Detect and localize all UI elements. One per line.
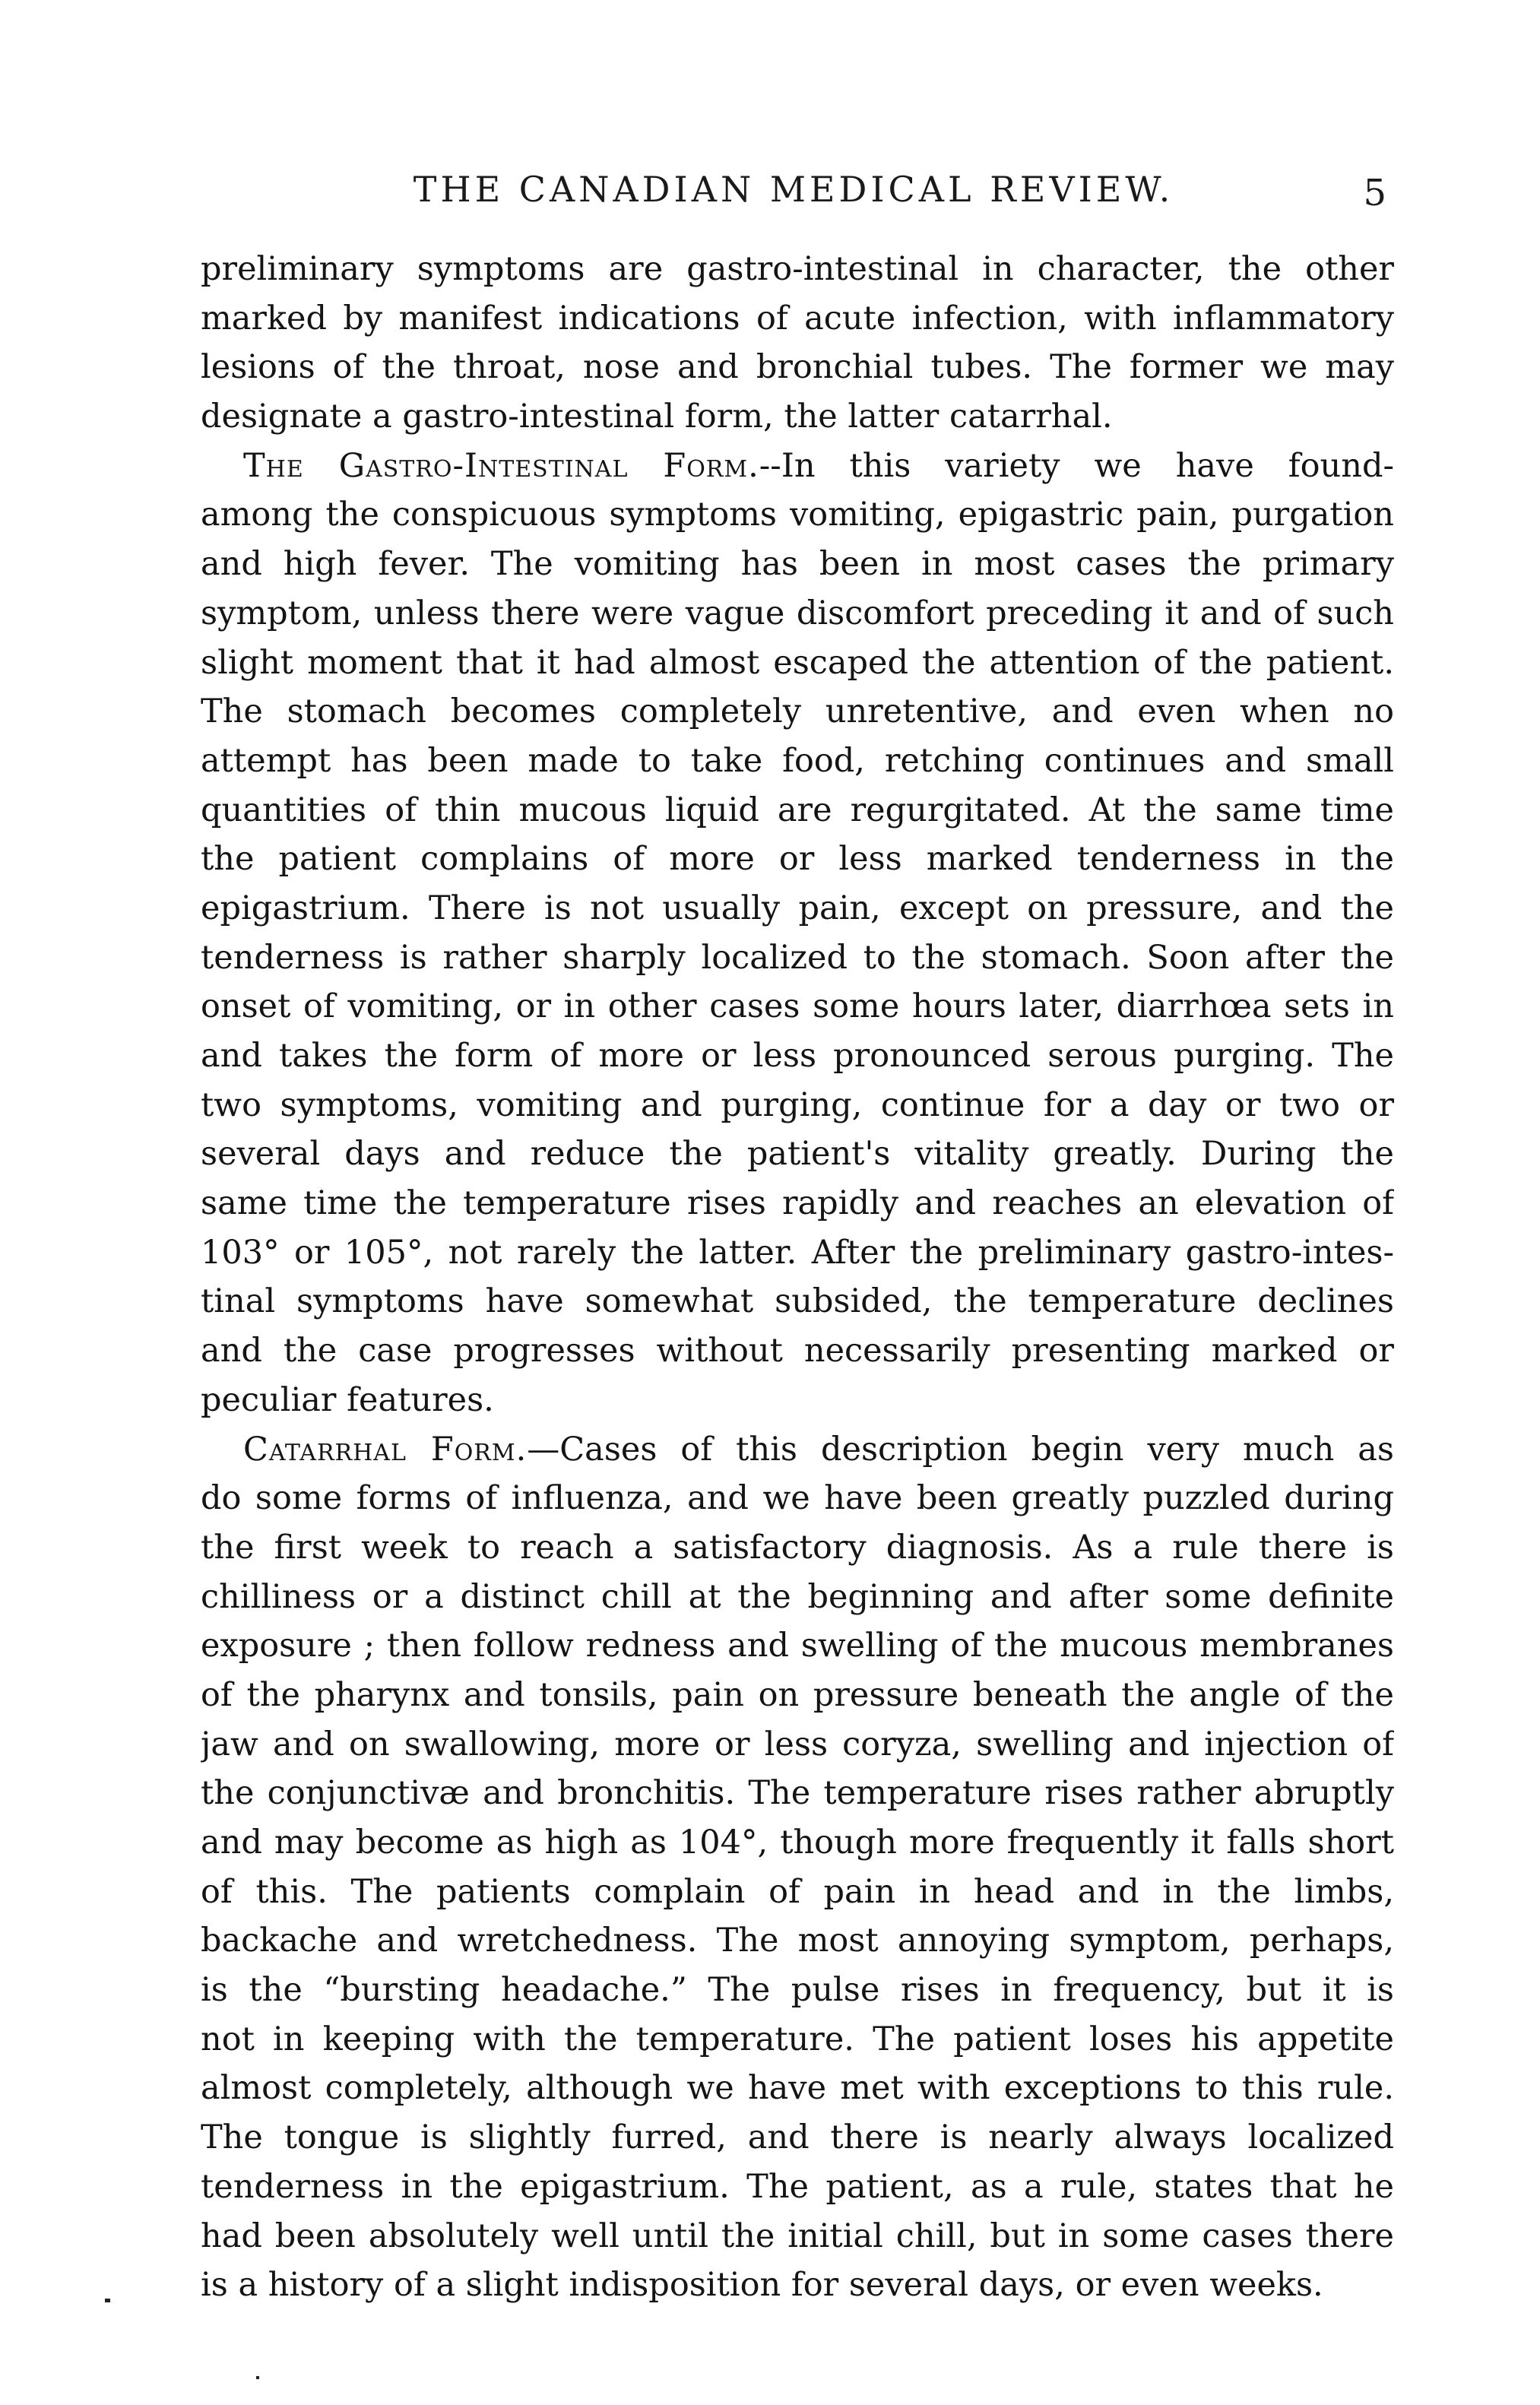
running-title: THE CANADIAN MEDICAL REVIEW. xyxy=(413,169,1174,210)
text-line: the first week to reach a satisfactory diagnosis. As a rule there is xyxy=(201,1528,1394,1567)
text-line: attempt has been made to take food, retching continues and small xyxy=(201,741,1394,780)
print-speck xyxy=(105,2299,110,2302)
text-line: same time the temperature rises rapidly and reaches an elevation of xyxy=(201,1184,1394,1223)
text-line: of this. The patients complain of pain in head and in the limbs, xyxy=(201,1872,1394,1911)
text-line: of the pharynx and tonsils, pain on pressure beneath the angle of the xyxy=(201,1675,1394,1714)
text-line: not in keeping with the temperature. The patient loses his appetite xyxy=(201,2020,1394,2058)
text-line: the patient complains of more or less marked tenderness in the xyxy=(201,840,1394,879)
print-speck xyxy=(256,2376,259,2379)
text-line: is a history of a slight indisposition for several days, or even weeks. xyxy=(201,2266,1323,2305)
text-line-content: --In this variety we have found- xyxy=(759,446,1394,485)
text-line: quantities of thin mucous liquid are regurgitated. At the same time xyxy=(201,791,1394,829)
text-line: peculiar features. xyxy=(201,1380,494,1419)
text-line: jaw and on swallowing, more or less coryza, swelling and injection of xyxy=(201,1725,1394,1763)
text-line: marked by manifest indications of acute infection, with inflammatory xyxy=(201,299,1394,337)
text-line: had been absolutely well until the initial chill, but in some cases there xyxy=(201,2216,1394,2255)
text-line: 103° or 105°, not rarely the latter. After the preliminary gastro-intes- xyxy=(201,1233,1394,1272)
section-heading-line xyxy=(201,1425,1394,1475)
section-heading-line xyxy=(201,442,1394,491)
text-line: two symptoms, vomiting and purging, continue for a day or two or xyxy=(201,1085,1394,1124)
section-heading: The Gastro-Intestinal Form. xyxy=(243,446,759,485)
text-line: almost completely, although we have met with exceptions to this rule. xyxy=(201,2069,1394,2108)
text-line: among the conspicuous symptoms vomiting, epigastric pain, purgation xyxy=(201,496,1394,534)
text-line: tinal symptoms have somewhat subsided, the temperature declines xyxy=(201,1282,1394,1321)
text-line: slight moment that it had almost escaped the attention of the patient. xyxy=(201,643,1394,682)
text-line-content: —Cases of this description begin very much as xyxy=(527,1430,1394,1469)
text-line: exposure ; then follow redness and swelling of the mucous membranes xyxy=(201,1627,1394,1665)
text-line: backache and wretchedness. The most annoying symptom, perhaps, xyxy=(201,1922,1394,1960)
text-line: and the case progresses without necessarily presenting marked or xyxy=(201,1332,1394,1370)
text-line: epigastrium. There is not usually pain, except on pressure, and the xyxy=(201,889,1394,927)
text-line: and takes the form of more or less pronounced serous purging. The xyxy=(201,1037,1394,1075)
text-line: and high fever. The vomiting has been in most cases the primary xyxy=(201,545,1394,584)
text-line: preliminary symptoms are gastro-intestinal in character, the other xyxy=(201,250,1394,288)
body-text xyxy=(201,245,1394,2310)
text-line: several days and reduce the patient's vitality greatly. During the xyxy=(201,1135,1394,1174)
text-line: is the “bursting headache.” The pulse rises in frequency, but it is xyxy=(201,1971,1394,2010)
text-line: designate a gastro-intestinal form, the latter catarrhal. xyxy=(201,398,1113,436)
text-line: The stomach becomes completely unretentive, and even when no xyxy=(201,692,1394,731)
text-line: onset of vomiting, or in other cases some hours later, diarrhœa sets in xyxy=(201,987,1394,1026)
text-line: tenderness is rather sharply localized to the stomach. Soon after the xyxy=(201,938,1394,977)
text-line: chilliness or a distinct chill at the beginning and after some definite xyxy=(201,1577,1394,1616)
text-line: tenderness in the epigastrium. The patient, as a rule, states that he xyxy=(201,2167,1394,2206)
text-line: symptom, unless there were vague discomfort preceding it and of such xyxy=(201,594,1394,632)
text-line: do some forms of influenza, and we have been greatly puzzled during xyxy=(201,1479,1394,1518)
text-line: the conjunctivæ and bronchitis. The temperature rises rather abruptly xyxy=(201,1774,1394,1813)
text-line: lesions of the throat, nose and bronchial tubes. The former we may xyxy=(201,348,1394,387)
text-line: The tongue is slightly furred, and there is nearly always localized xyxy=(201,2118,1394,2157)
section-heading: Catarrhal Form. xyxy=(243,1430,528,1469)
page-number: 5 xyxy=(1363,172,1386,214)
text-line: and may become as high as 104°, though more frequently it falls short xyxy=(201,1824,1394,1862)
page-header xyxy=(201,169,1386,222)
